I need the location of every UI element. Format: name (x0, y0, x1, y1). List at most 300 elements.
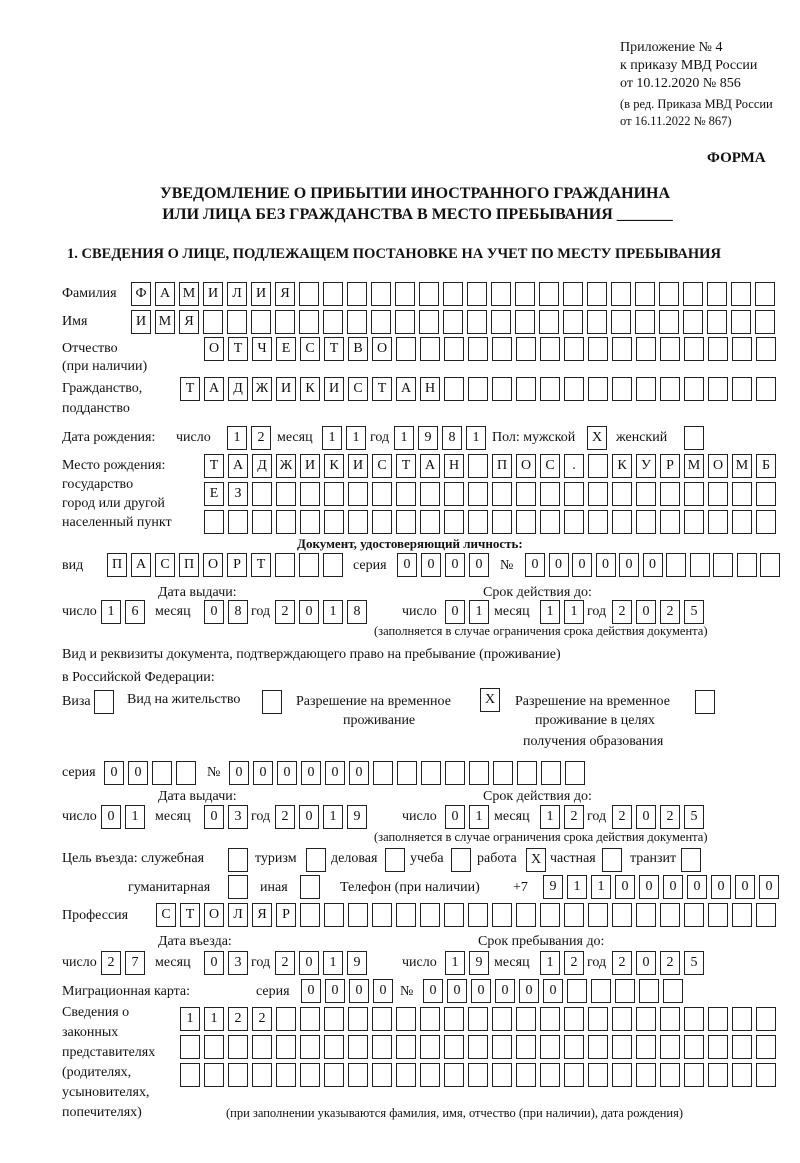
char-cell[interactable] (666, 553, 686, 577)
char-cell[interactable] (708, 1007, 728, 1031)
char-cell[interactable]: О (204, 337, 224, 361)
char-cell[interactable] (372, 482, 392, 506)
char-cell[interactable]: Н (444, 454, 464, 478)
char-cell[interactable]: А (204, 377, 224, 401)
char-cell[interactable] (395, 310, 415, 334)
legal-reps-row-2[interactable] (180, 1035, 776, 1059)
char-cell[interactable] (324, 1035, 344, 1059)
char-cell[interactable]: 9 (469, 951, 489, 975)
purpose-service-checkbox[interactable] (228, 848, 248, 872)
char-cell[interactable] (492, 482, 512, 506)
char-cell[interactable] (564, 510, 584, 534)
char-cell[interactable] (371, 310, 391, 334)
char-cell[interactable] (567, 979, 587, 1003)
right-issue-day-field[interactable] (101, 805, 145, 829)
char-cell[interactable] (299, 553, 319, 577)
char-cell[interactable] (443, 282, 463, 306)
char-cell[interactable] (591, 979, 611, 1003)
char-cell[interactable] (731, 282, 751, 306)
char-cell[interactable] (372, 1063, 392, 1087)
char-cell[interactable] (636, 1007, 656, 1031)
char-cell[interactable] (516, 1035, 536, 1059)
char-cell[interactable] (588, 337, 608, 361)
char-cell[interactable] (660, 1063, 680, 1087)
char-cell[interactable] (516, 482, 536, 506)
char-cell[interactable] (515, 282, 535, 306)
migration-card-number-field[interactable] (423, 979, 683, 1003)
char-cell[interactable] (491, 282, 511, 306)
char-cell[interactable] (372, 1007, 392, 1031)
char-cell[interactable] (348, 1007, 368, 1031)
char-cell[interactable] (540, 1035, 560, 1059)
char-cell[interactable] (323, 553, 343, 577)
char-cell[interactable]: 5 (684, 951, 704, 975)
char-cell[interactable] (420, 1007, 440, 1031)
char-cell[interactable]: 0 (204, 600, 224, 624)
char-cell[interactable]: П (492, 454, 512, 478)
entry-day-field[interactable] (101, 951, 145, 975)
char-cell[interactable]: 5 (684, 805, 704, 829)
char-cell[interactable] (639, 979, 659, 1003)
char-cell[interactable] (588, 510, 608, 534)
char-cell[interactable] (565, 761, 585, 785)
char-cell[interactable] (468, 510, 488, 534)
char-cell[interactable] (636, 903, 656, 927)
char-cell[interactable]: Р (227, 553, 247, 577)
char-cell[interactable]: 0 (636, 951, 656, 975)
char-cell[interactable] (660, 1035, 680, 1059)
purpose-other-checkbox[interactable] (300, 875, 320, 899)
legal-reps-row-3[interactable] (180, 1063, 776, 1087)
birth-place-row-2[interactable] (204, 482, 776, 506)
char-cell[interactable]: Т (396, 454, 416, 478)
char-cell[interactable] (300, 482, 320, 506)
visa-checkbox[interactable] (94, 690, 114, 714)
char-cell[interactable] (636, 337, 656, 361)
char-cell[interactable] (755, 282, 775, 306)
profession-field[interactable] (156, 903, 776, 927)
char-cell[interactable]: 2 (612, 951, 632, 975)
birth-place-row-1[interactable] (204, 454, 776, 478)
char-cell[interactable]: А (420, 454, 440, 478)
char-cell[interactable] (348, 482, 368, 506)
char-cell[interactable] (444, 482, 464, 506)
char-cell[interactable]: Р (660, 454, 680, 478)
char-cell[interactable] (420, 1063, 440, 1087)
char-cell[interactable] (684, 1007, 704, 1031)
char-cell[interactable]: 8 (228, 600, 248, 624)
char-cell[interactable] (681, 848, 701, 872)
char-cell[interactable] (444, 337, 464, 361)
char-cell[interactable]: 0 (421, 553, 441, 577)
char-cell[interactable]: 1 (540, 805, 560, 829)
char-cell[interactable] (492, 903, 512, 927)
char-cell[interactable] (395, 282, 415, 306)
char-cell[interactable] (372, 1035, 392, 1059)
char-cell[interactable] (636, 482, 656, 506)
char-cell[interactable] (588, 482, 608, 506)
purpose-business-checkbox[interactable] (385, 848, 405, 872)
char-cell[interactable]: 0 (229, 761, 249, 785)
char-cell[interactable]: 1 (323, 951, 343, 975)
char-cell[interactable]: К (324, 454, 344, 478)
char-cell[interactable]: Н (420, 377, 440, 401)
char-cell[interactable] (228, 875, 248, 899)
char-cell[interactable]: 0 (687, 875, 707, 899)
char-cell[interactable] (467, 310, 487, 334)
char-cell[interactable]: З (228, 482, 248, 506)
char-cell[interactable] (755, 310, 775, 334)
char-cell[interactable]: И (203, 282, 223, 306)
char-cell[interactable] (612, 903, 632, 927)
char-cell[interactable]: О (204, 903, 224, 927)
char-cell[interactable]: 0 (572, 553, 592, 577)
char-cell[interactable] (540, 1007, 560, 1031)
char-cell[interactable] (492, 1063, 512, 1087)
stay-day-field[interactable] (445, 951, 489, 975)
char-cell[interactable]: Д (228, 377, 248, 401)
char-cell[interactable] (396, 337, 416, 361)
char-cell[interactable] (251, 310, 271, 334)
char-cell[interactable] (443, 310, 463, 334)
stay-month-field[interactable] (540, 951, 584, 975)
char-cell[interactable] (540, 510, 560, 534)
char-cell[interactable] (756, 903, 776, 927)
char-cell[interactable] (228, 1063, 248, 1087)
char-cell[interactable]: 7 (125, 951, 145, 975)
char-cell[interactable]: 0 (349, 761, 369, 785)
char-cell[interactable] (756, 337, 776, 361)
doc-number-field[interactable] (525, 553, 780, 577)
char-cell[interactable] (420, 337, 440, 361)
char-cell[interactable] (444, 510, 464, 534)
char-cell[interactable] (516, 337, 536, 361)
char-cell[interactable] (756, 482, 776, 506)
entry-year-field[interactable] (275, 951, 367, 975)
purpose-work-checkbox[interactable] (526, 848, 546, 872)
char-cell[interactable] (468, 337, 488, 361)
char-cell[interactable]: Е (276, 337, 296, 361)
char-cell[interactable] (252, 1035, 272, 1059)
char-cell[interactable]: И (348, 454, 368, 478)
char-cell[interactable]: 0 (663, 875, 683, 899)
char-cell[interactable]: Я (275, 282, 295, 306)
char-cell[interactable]: 1 (591, 875, 611, 899)
right-valid-year-field[interactable] (612, 805, 704, 829)
char-cell[interactable]: С (155, 553, 175, 577)
char-cell[interactable] (180, 1035, 200, 1059)
char-cell[interactable] (468, 1007, 488, 1031)
char-cell[interactable] (612, 1035, 632, 1059)
char-cell[interactable]: С (540, 454, 560, 478)
char-cell[interactable] (540, 1063, 560, 1087)
char-cell[interactable]: Б (756, 454, 776, 478)
char-cell[interactable]: 1 (101, 600, 121, 624)
char-cell[interactable]: 0 (636, 805, 656, 829)
char-cell[interactable] (516, 510, 536, 534)
char-cell[interactable] (445, 761, 465, 785)
char-cell[interactable]: 0 (325, 979, 345, 1003)
char-cell[interactable] (275, 310, 295, 334)
birth-place-row-3[interactable] (204, 510, 776, 534)
char-cell[interactable] (492, 1007, 512, 1031)
char-cell[interactable]: 0 (104, 761, 124, 785)
char-cell[interactable]: 1 (466, 426, 486, 450)
char-cell[interactable] (611, 282, 631, 306)
char-cell[interactable] (732, 377, 752, 401)
char-cell[interactable] (300, 1007, 320, 1031)
char-cell[interactable] (563, 310, 583, 334)
char-cell[interactable] (732, 1063, 752, 1087)
char-cell[interactable]: Л (228, 903, 248, 927)
char-cell[interactable] (708, 1063, 728, 1087)
doc-issue-day-field[interactable] (101, 600, 145, 624)
citizenship-field[interactable] (180, 377, 776, 401)
char-cell[interactable] (420, 903, 440, 927)
char-cell[interactable] (588, 1063, 608, 1087)
char-cell[interactable]: 2 (660, 951, 680, 975)
char-cell[interactable] (539, 282, 559, 306)
char-cell[interactable] (695, 690, 715, 714)
char-cell[interactable]: X (480, 688, 500, 712)
char-cell[interactable] (516, 1063, 536, 1087)
char-cell[interactable]: Т (324, 337, 344, 361)
char-cell[interactable]: О (516, 454, 536, 478)
char-cell[interactable]: 2 (101, 951, 121, 975)
char-cell[interactable]: 0 (299, 600, 319, 624)
legal-reps-row-1[interactable] (180, 1007, 776, 1031)
char-cell[interactable] (564, 1035, 584, 1059)
char-cell[interactable] (373, 761, 393, 785)
char-cell[interactable] (444, 903, 464, 927)
purpose-humanitarian-checkbox[interactable] (228, 875, 248, 899)
char-cell[interactable] (492, 337, 512, 361)
char-cell[interactable]: 0 (525, 553, 545, 577)
char-cell[interactable]: Т (180, 377, 200, 401)
char-cell[interactable]: О (372, 337, 392, 361)
char-cell[interactable] (732, 337, 752, 361)
char-cell[interactable]: 0 (445, 553, 465, 577)
char-cell[interactable] (636, 1063, 656, 1087)
char-cell[interactable]: А (131, 553, 151, 577)
char-cell[interactable] (300, 1035, 320, 1059)
char-cell[interactable] (396, 1063, 416, 1087)
char-cell[interactable]: И (131, 310, 151, 334)
char-cell[interactable] (612, 1063, 632, 1087)
char-cell[interactable]: 2 (252, 1007, 272, 1031)
char-cell[interactable] (708, 903, 728, 927)
char-cell[interactable]: 2 (275, 600, 295, 624)
char-cell[interactable] (348, 903, 368, 927)
char-cell[interactable]: 0 (469, 553, 489, 577)
char-cell[interactable] (588, 454, 608, 478)
char-cell[interactable] (756, 377, 776, 401)
char-cell[interactable]: 2 (660, 805, 680, 829)
char-cell[interactable] (276, 1007, 296, 1031)
char-cell[interactable]: 1 (227, 426, 247, 450)
char-cell[interactable] (756, 1063, 776, 1087)
char-cell[interactable] (756, 1007, 776, 1031)
char-cell[interactable]: В (348, 337, 368, 361)
char-cell[interactable] (635, 310, 655, 334)
char-cell[interactable] (468, 1035, 488, 1059)
char-cell[interactable] (492, 510, 512, 534)
char-cell[interactable]: И (324, 377, 344, 401)
char-cell[interactable] (612, 1007, 632, 1031)
char-cell[interactable]: 2 (660, 600, 680, 624)
char-cell[interactable]: 0 (543, 979, 563, 1003)
char-cell[interactable] (588, 1035, 608, 1059)
char-cell[interactable] (683, 310, 703, 334)
char-cell[interactable]: 1 (564, 600, 584, 624)
char-cell[interactable] (588, 377, 608, 401)
char-cell[interactable] (564, 1063, 584, 1087)
right-valid-day-field[interactable] (445, 805, 489, 829)
char-cell[interactable]: 0 (299, 805, 319, 829)
purpose-transit-checkbox[interactable] (681, 848, 701, 872)
char-cell[interactable] (756, 1035, 776, 1059)
char-cell[interactable] (707, 310, 727, 334)
purpose-study-checkbox[interactable] (451, 848, 471, 872)
char-cell[interactable] (300, 510, 320, 534)
char-cell[interactable] (396, 903, 416, 927)
char-cell[interactable]: 2 (275, 951, 295, 975)
char-cell[interactable] (660, 482, 680, 506)
char-cell[interactable] (180, 1063, 200, 1087)
char-cell[interactable]: А (396, 377, 416, 401)
char-cell[interactable] (444, 1007, 464, 1031)
char-cell[interactable]: 9 (418, 426, 438, 450)
right-issue-year-field[interactable] (275, 805, 367, 829)
char-cell[interactable]: 1 (540, 600, 560, 624)
char-cell[interactable]: 2 (564, 951, 584, 975)
char-cell[interactable]: 3 (228, 805, 248, 829)
char-cell[interactable] (707, 282, 727, 306)
char-cell[interactable] (636, 1035, 656, 1059)
char-cell[interactable] (385, 848, 405, 872)
char-cell[interactable] (444, 1035, 464, 1059)
char-cell[interactable] (564, 337, 584, 361)
char-cell[interactable] (94, 690, 114, 714)
char-cell[interactable] (324, 1007, 344, 1031)
char-cell[interactable]: 0 (423, 979, 443, 1003)
char-cell[interactable]: 1 (180, 1007, 200, 1031)
char-cell[interactable] (732, 1035, 752, 1059)
char-cell[interactable] (252, 1063, 272, 1087)
char-cell[interactable] (708, 337, 728, 361)
char-cell[interactable] (587, 282, 607, 306)
char-cell[interactable]: С (348, 377, 368, 401)
char-cell[interactable] (204, 1063, 224, 1087)
char-cell[interactable]: 0 (639, 875, 659, 899)
char-cell[interactable]: 0 (519, 979, 539, 1003)
char-cell[interactable]: 6 (125, 600, 145, 624)
char-cell[interactable] (611, 310, 631, 334)
char-cell[interactable] (636, 510, 656, 534)
char-cell[interactable]: Л (227, 282, 247, 306)
char-cell[interactable] (541, 761, 561, 785)
char-cell[interactable] (469, 761, 489, 785)
char-cell[interactable] (684, 510, 704, 534)
char-cell[interactable] (396, 1035, 416, 1059)
char-cell[interactable] (323, 310, 343, 334)
char-cell[interactable]: 0 (445, 805, 465, 829)
char-cell[interactable]: 0 (299, 951, 319, 975)
char-cell[interactable] (348, 1035, 368, 1059)
char-cell[interactable] (396, 510, 416, 534)
right-valid-month-field[interactable] (540, 805, 584, 829)
char-cell[interactable]: Е (204, 482, 224, 506)
char-cell[interactable]: Ж (252, 377, 272, 401)
phone-field[interactable] (543, 875, 779, 899)
char-cell[interactable]: 0 (636, 600, 656, 624)
char-cell[interactable] (468, 903, 488, 927)
migration-card-series-field[interactable] (301, 979, 393, 1003)
char-cell[interactable] (396, 482, 416, 506)
char-cell[interactable]: 1 (125, 805, 145, 829)
char-cell[interactable] (708, 510, 728, 534)
char-cell[interactable]: О (203, 553, 223, 577)
char-cell[interactable] (451, 848, 471, 872)
patronymic-field[interactable] (204, 337, 776, 361)
char-cell[interactable] (690, 553, 710, 577)
doc-valid-month-field[interactable] (540, 600, 584, 624)
char-cell[interactable]: К (300, 377, 320, 401)
char-cell[interactable] (444, 377, 464, 401)
char-cell[interactable]: 0 (471, 979, 491, 1003)
char-cell[interactable]: 1 (322, 426, 342, 450)
female-checkbox[interactable] (684, 426, 704, 450)
char-cell[interactable] (760, 553, 780, 577)
char-cell[interactable]: 1 (445, 951, 465, 975)
char-cell[interactable] (347, 282, 367, 306)
char-cell[interactable] (516, 903, 536, 927)
char-cell[interactable]: 2 (275, 805, 295, 829)
char-cell[interactable] (262, 690, 282, 714)
birth-year-field[interactable] (394, 426, 486, 450)
char-cell[interactable]: 9 (347, 951, 367, 975)
char-cell[interactable] (275, 553, 295, 577)
char-cell[interactable] (564, 482, 584, 506)
char-cell[interactable]: 1 (323, 600, 343, 624)
char-cell[interactable] (563, 282, 583, 306)
char-cell[interactable]: 5 (684, 600, 704, 624)
char-cell[interactable] (421, 761, 441, 785)
char-cell[interactable] (468, 454, 488, 478)
char-cell[interactable]: О (708, 454, 728, 478)
char-cell[interactable]: Д (252, 454, 272, 478)
char-cell[interactable] (396, 1007, 416, 1031)
char-cell[interactable]: 1 (323, 805, 343, 829)
char-cell[interactable] (306, 848, 326, 872)
char-cell[interactable] (635, 282, 655, 306)
char-cell[interactable] (636, 377, 656, 401)
char-cell[interactable] (683, 282, 703, 306)
char-cell[interactable] (756, 510, 776, 534)
char-cell[interactable] (348, 1063, 368, 1087)
name-field[interactable] (131, 310, 775, 334)
char-cell[interactable] (276, 1063, 296, 1087)
char-cell[interactable]: М (684, 454, 704, 478)
char-cell[interactable] (300, 875, 320, 899)
char-cell[interactable]: 1 (346, 426, 366, 450)
char-cell[interactable] (397, 761, 417, 785)
char-cell[interactable] (564, 903, 584, 927)
char-cell[interactable] (660, 903, 680, 927)
char-cell[interactable] (228, 510, 248, 534)
char-cell[interactable]: С (300, 337, 320, 361)
char-cell[interactable]: Т (251, 553, 271, 577)
